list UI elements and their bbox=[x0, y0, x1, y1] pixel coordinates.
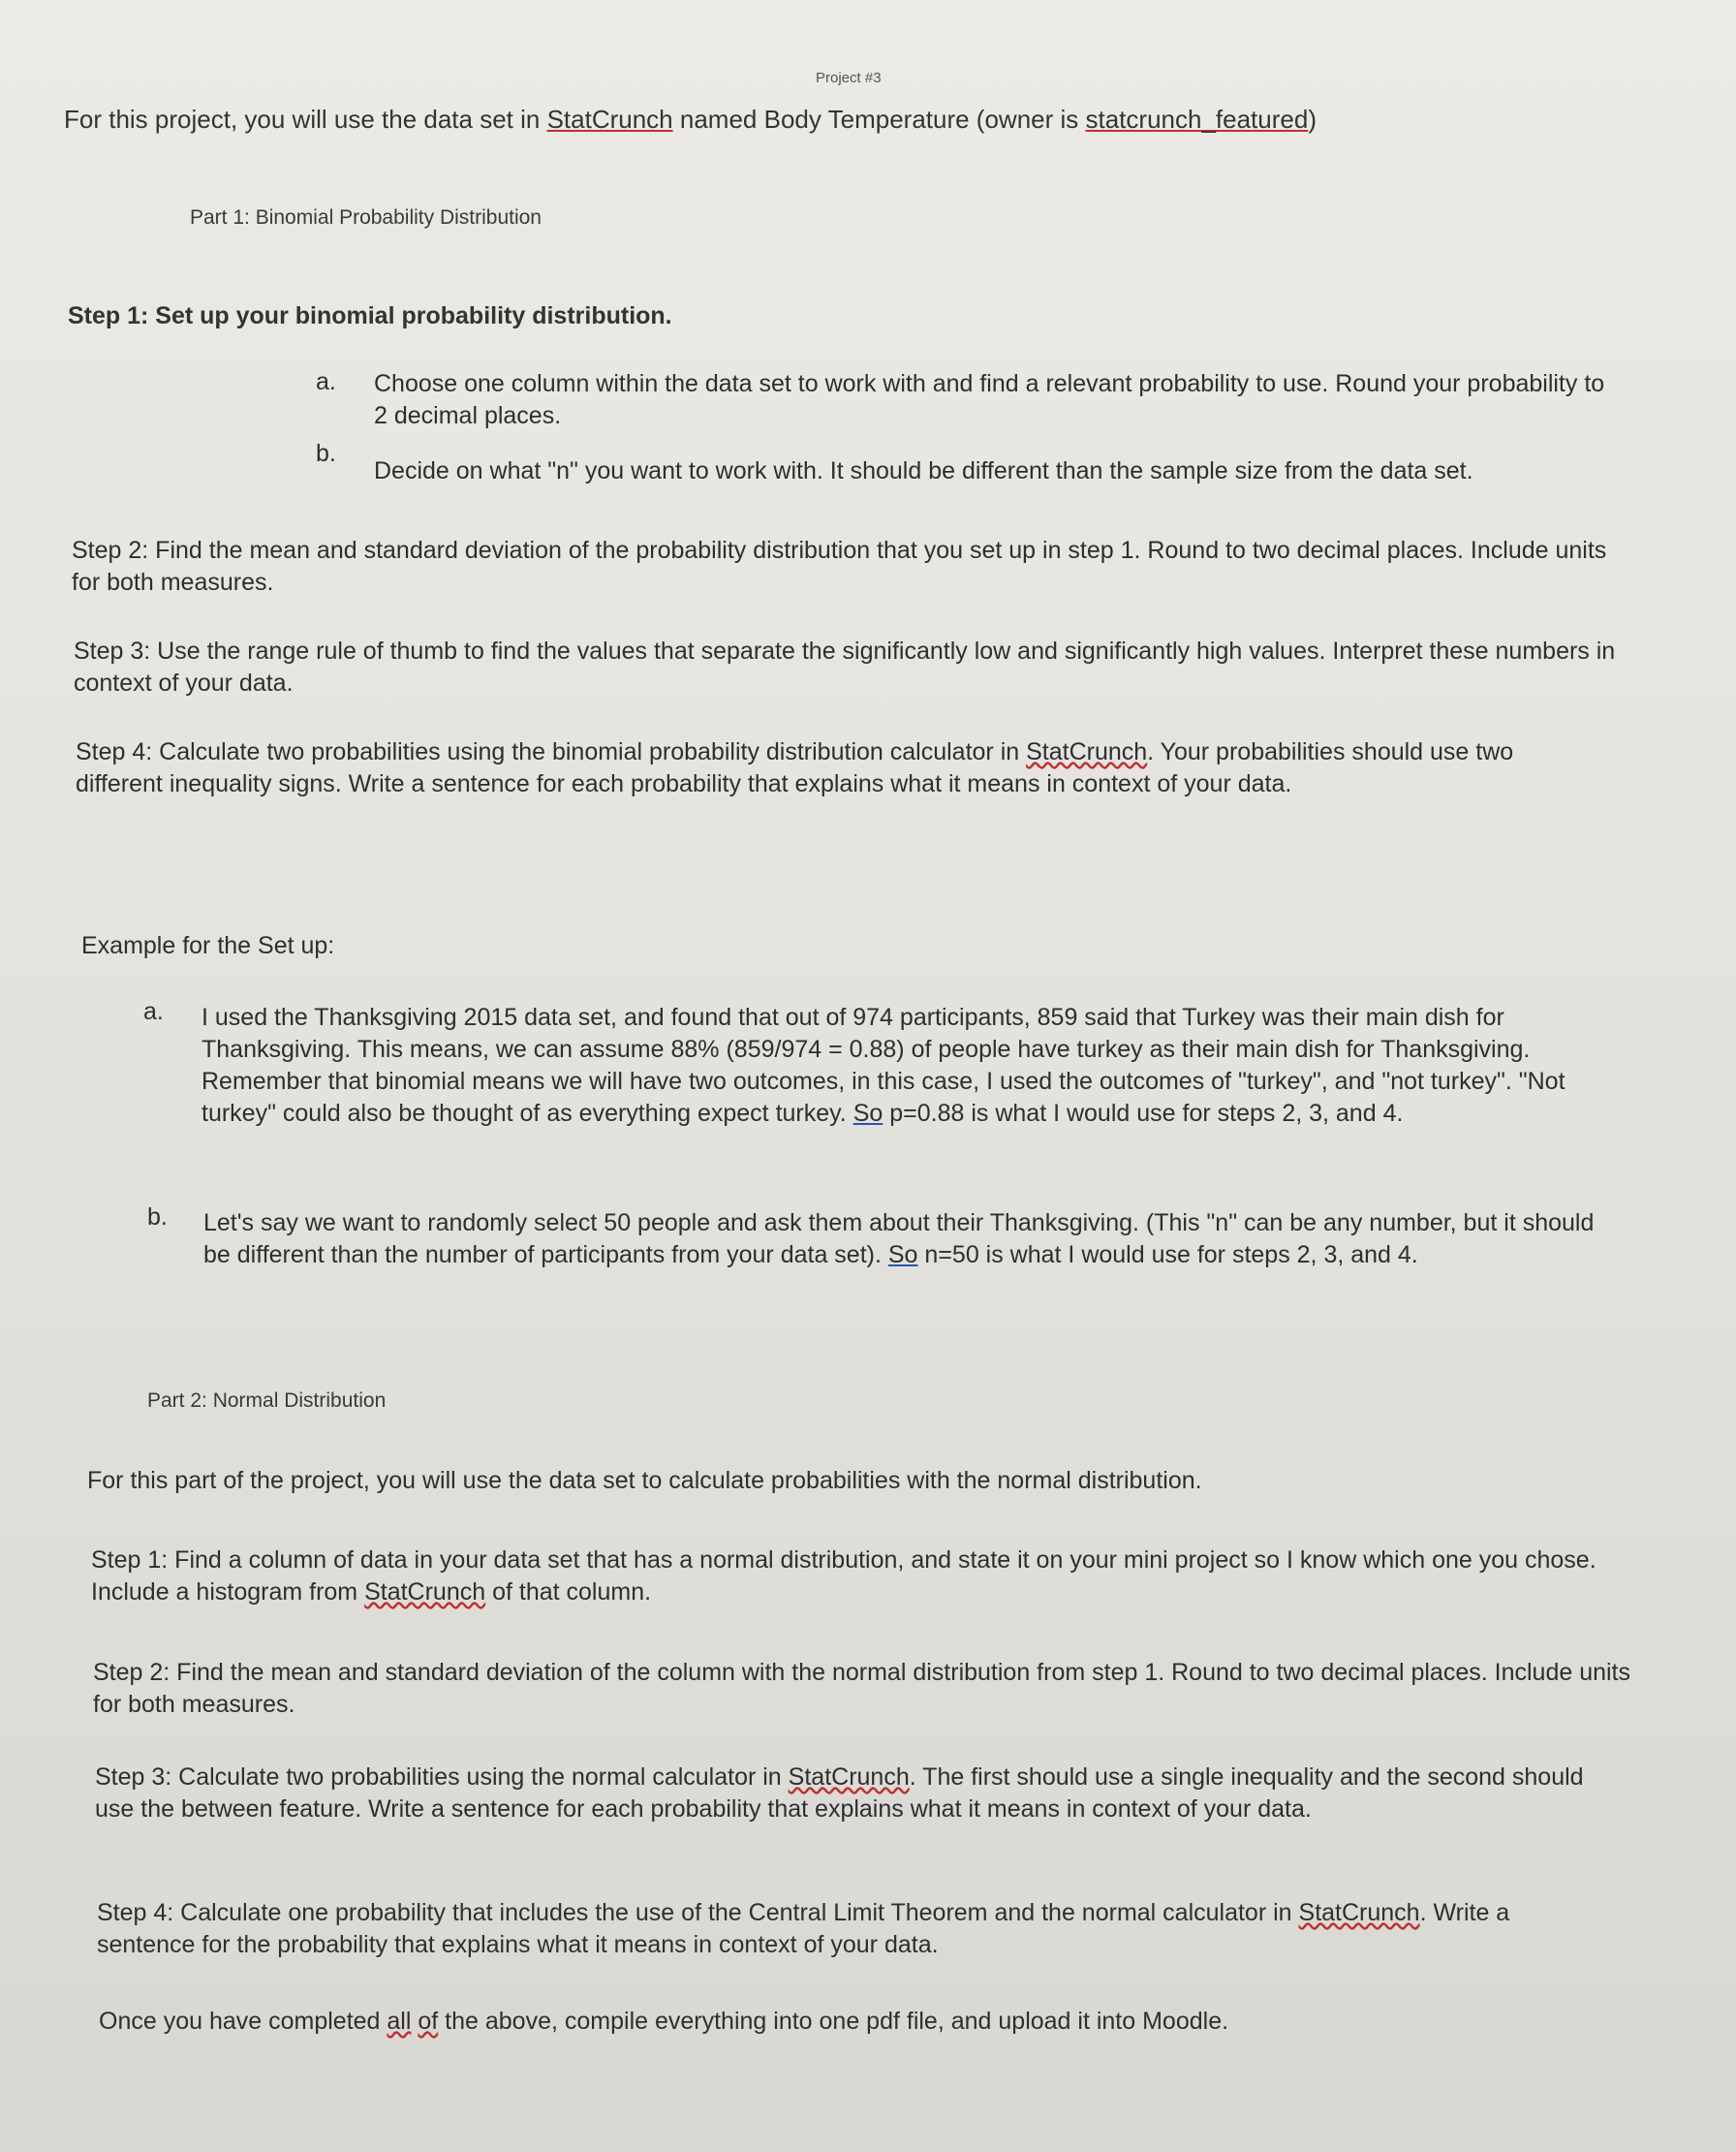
statcrunch-word: StatCrunch bbox=[788, 1763, 910, 1791]
example-b-text bbox=[203, 1207, 1598, 1271]
part1-step3: Step 3: Use the range rule of thumb to find the values that separate the significantly low and significantly high values. Interpret these numbers in context of your data. bbox=[74, 638, 1616, 697]
example-b-so: So bbox=[887, 1241, 918, 1268]
project-label: Project #3 bbox=[816, 70, 882, 86]
part2-step4 bbox=[97, 1897, 1550, 1961]
example-a-marker: a. bbox=[143, 998, 164, 1025]
example-a-before: I used the Thanksgiving 2015 data set, and found that out of 974 participants, 859 said that Turkey was their main dish for Thanksgiving. This means, we can assume 88% (859/974 = 0.88) of people have turkey as their main dish for Thanksgiving. Remember that binomial means we will have two outcomes, in this case, I used the outcomes of "turkey", and "not turkey". "Not turkey" could also be thought of as everything expect turkey. bbox=[202, 1004, 1566, 1127]
part2-intro: For this part of the project, you will use the data set to calculate probabilities with the normal distribution. bbox=[87, 1467, 1202, 1494]
part2-step1 bbox=[91, 1544, 1602, 1608]
example-a-text bbox=[202, 1002, 1626, 1130]
statcrunch-link: StatCrunch bbox=[546, 105, 673, 134]
part2-step2: Step 2: Find the mean and standard deviation of the column with the normal distribution from step 1. Round to two decimal places. Include units for both measures. bbox=[93, 1659, 1630, 1718]
part1-step4-after: . Your probabilities should use two different inequality signs. Write a sentence for each probability that explains what it means in context of your data. bbox=[76, 738, 1514, 797]
step1-b-marker: b. bbox=[316, 440, 336, 467]
part1-step4-before: Step 4: Calculate two probabilities using the binomial probability distribution calculator in bbox=[76, 738, 1027, 765]
intro-after: ) bbox=[1308, 105, 1317, 134]
step1-a-marker: a. bbox=[316, 368, 336, 395]
closing-of: of bbox=[418, 2008, 439, 2035]
part2-step4-after: . Write a sentence for the probability that explains what it means in context of your data. bbox=[97, 1899, 1510, 1958]
statcrunch-word: StatCrunch bbox=[1298, 1899, 1420, 1926]
closing-before: Once you have completed bbox=[99, 2008, 388, 2035]
owner-link: statcrunch_featured bbox=[1085, 105, 1309, 134]
statcrunch-word: StatCrunch bbox=[1026, 738, 1148, 765]
part2-step3-after: . The first should use a single inequality and the second should use the between feature. Write a sentence for each probability that explains what it means in context of your data. bbox=[95, 1763, 1584, 1823]
example-b-marker: b. bbox=[147, 1203, 168, 1231]
part1-step2: Step 2: Find the mean and standard deviation of the probability distribution that you set up in step 1. Round to two decimal places. Include units for both measures. bbox=[72, 537, 1607, 596]
example-b-after: n=50 is what I would use for steps 2, 3, and 4. bbox=[917, 1241, 1418, 1268]
part2-step1-before: Step 1: Find a column of data in your data set that has a normal distribution, and state it on your mini project so I know which one you chose. Include a histogram from bbox=[91, 1546, 1596, 1606]
part1-step4 bbox=[76, 736, 1596, 800]
example-b-before: Let's say we want to randomly select 50 people and ask them about their Thanksgiving. (This "n" can be any number, but it should be different than the number of participants from your data set). bbox=[203, 1209, 1595, 1268]
statcrunch-word: StatCrunch bbox=[364, 1578, 486, 1606]
part2-step4-before: Step 4: Calculate one probability that includes the use of the Central Limit Theorem and the normal calculator in bbox=[97, 1899, 1299, 1926]
intro-middle: named Body Temperature (owner is bbox=[672, 105, 1086, 134]
closing-all: all bbox=[387, 2008, 412, 2035]
part1-title: Part 1: Binomial Probability Distribution bbox=[190, 206, 542, 229]
intro-line bbox=[64, 105, 1711, 135]
closing-after: the above, compile everything into one pdf file, and upload it into Moodle. bbox=[438, 2008, 1229, 2035]
part2-closing bbox=[99, 2006, 1649, 2038]
example-a-after: p=0.88 is what I would use for steps 2, 3, and 4. bbox=[883, 1100, 1404, 1127]
step1-a-text: Choose one column within the data set to work with and find a relevant probability to use. Round your probability to 2 decimal places. bbox=[374, 370, 1605, 429]
part2-title: Part 2: Normal Distribution bbox=[147, 1389, 387, 1412]
step1-b-text: Decide on what "n" you want to work with. It should be different than the sample size from the data set. bbox=[374, 457, 1473, 484]
part2-step3-before: Step 3: Calculate two probabilities using the normal calculator in bbox=[95, 1763, 789, 1791]
example-heading: Example for the Set up: bbox=[81, 932, 335, 959]
intro-before: For this project, you will use the data set in bbox=[64, 105, 547, 134]
part1-step1-heading: Step 1: Set up your binomial probability distribution. bbox=[68, 302, 672, 329]
part2-step1-after: of that column. bbox=[485, 1578, 652, 1606]
part2-step3 bbox=[95, 1762, 1606, 1825]
example-a-so: So bbox=[852, 1100, 884, 1127]
